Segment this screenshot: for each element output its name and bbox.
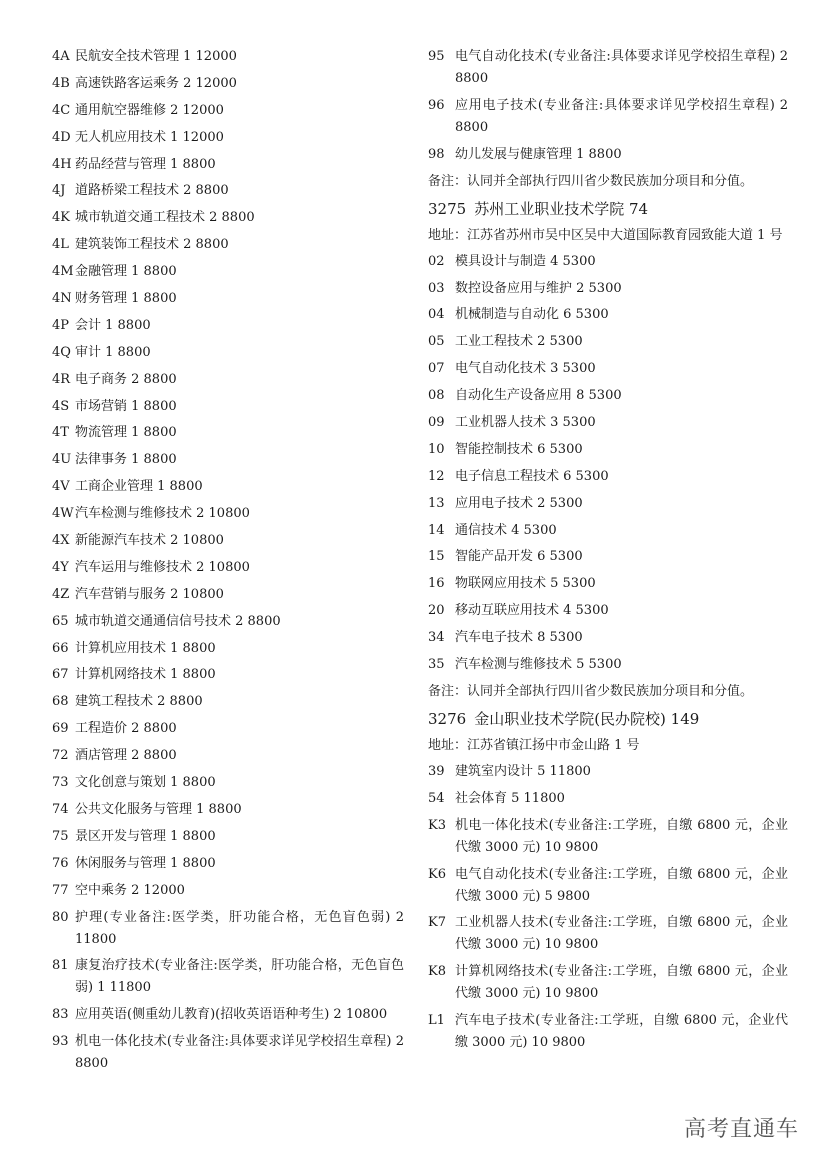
major-entry xyxy=(428,439,788,461)
major-entry xyxy=(52,261,404,283)
major-entry xyxy=(52,853,404,875)
major-code: 4J xyxy=(52,183,66,199)
major-code: 12 xyxy=(428,468,445,484)
major-code: 15 xyxy=(428,549,445,565)
major-entry xyxy=(52,718,404,740)
major-code: 35 xyxy=(428,657,445,673)
right-top-entries xyxy=(428,46,788,166)
major-code: 03 xyxy=(428,280,445,296)
watermark: 高考直通车 xyxy=(683,1117,799,1142)
major-code: 4R xyxy=(52,371,71,387)
major-code: 81 xyxy=(52,958,69,974)
major-code: 4U xyxy=(52,452,72,468)
major-text: 汽车检测与维修技术 2 10800 xyxy=(75,506,250,522)
major-text: 智能产品开发 6 5300 xyxy=(455,549,583,565)
major-code: 4H xyxy=(52,156,72,172)
major-code: 76 xyxy=(52,855,69,871)
major-text: 景区开发与管理 1 8800 xyxy=(75,828,216,844)
major-code: 72 xyxy=(52,748,69,764)
major-entry xyxy=(52,449,404,471)
major-entry xyxy=(428,1010,788,1054)
major-code: 54 xyxy=(428,790,445,806)
major-code: 07 xyxy=(428,361,445,377)
major-code: 4T xyxy=(52,425,69,441)
major-entry xyxy=(52,1004,404,1026)
major-code: K3 xyxy=(428,817,446,833)
major-text: 城市轨道交通工程技术 2 8800 xyxy=(75,210,255,226)
major-text: 工商企业管理 1 8800 xyxy=(75,479,203,495)
major-text: 应用电子技术 2 5300 xyxy=(455,495,583,511)
major-entry xyxy=(428,358,788,380)
major-text: 高速铁路客运乘务 2 12000 xyxy=(75,75,237,91)
major-text: 物流管理 1 8800 xyxy=(75,425,177,441)
major-text: 应用英语(侧重幼儿教育)(招收英语语种考生) 2 10800 xyxy=(75,1007,388,1023)
major-entry xyxy=(52,826,404,848)
major-text: 建筑工程技术 2 8800 xyxy=(75,694,203,710)
major-text: 电子信息工程技术 6 5300 xyxy=(455,468,609,484)
major-code: 10 xyxy=(428,441,445,457)
major-code: 4B xyxy=(52,75,70,91)
major-entry xyxy=(52,638,404,660)
major-text: 机械制造与自动化 6 5300 xyxy=(455,307,609,323)
school-note-1: 备注：认同并全部执行四川省少数民族加分项目和分值。 xyxy=(428,173,754,189)
major-code: 4Y xyxy=(52,559,69,575)
major-code: 95 xyxy=(428,49,445,64)
major-text: 工业工程技术 2 5300 xyxy=(455,334,583,350)
major-entry xyxy=(428,278,788,300)
major-entry xyxy=(52,422,404,444)
major-entry xyxy=(52,503,404,525)
major-text: 市场营销 1 8800 xyxy=(75,398,177,414)
major-entry xyxy=(52,315,404,337)
major-text: 金融管理 1 8800 xyxy=(75,264,177,280)
major-code: 4P xyxy=(52,317,70,333)
school-address-1: 地址：江苏省苏州市吴中区吴中大道国际教育园致能大道 1 号 xyxy=(428,227,783,243)
major-text: 文化创意与策划 1 8800 xyxy=(75,775,216,791)
major-entry xyxy=(428,385,788,407)
major-entry xyxy=(52,772,404,794)
major-entry xyxy=(428,600,788,622)
major-entry xyxy=(52,955,404,999)
right-column xyxy=(428,46,788,1059)
major-code: 65 xyxy=(52,613,69,629)
major-text: 模具设计与制造 4 5300 xyxy=(455,253,596,269)
major-text: 应用电子技术(专业备注:具体要求详见学校招生章程) 2 8800 xyxy=(455,97,788,135)
major-entry xyxy=(428,815,788,859)
major-entry xyxy=(52,100,404,122)
major-code: 4X xyxy=(52,533,70,549)
major-code: K7 xyxy=(428,915,446,931)
major-code: 66 xyxy=(52,640,69,656)
major-entry xyxy=(52,73,404,95)
major-text: 汽车运用与维修技术 2 10800 xyxy=(75,559,250,575)
major-entry xyxy=(428,864,788,908)
major-text: 物联网应用技术 5 5300 xyxy=(455,576,596,592)
major-entry xyxy=(52,691,404,713)
major-text: 药品经营与管理 1 8800 xyxy=(75,156,216,172)
major-code: 73 xyxy=(52,775,69,791)
major-code: 4M xyxy=(52,264,74,280)
major-entry xyxy=(52,664,404,686)
major-entry xyxy=(428,546,788,568)
major-code: 4W xyxy=(52,506,74,522)
major-entry xyxy=(52,530,404,552)
major-text: 康复治疗技术(专业备注:医学类，肝功能合格，无色盲色弱) 1 11800 xyxy=(75,958,404,996)
major-entry xyxy=(428,493,788,515)
major-entry xyxy=(52,127,404,149)
school-1-majors xyxy=(428,251,788,676)
major-text: 城市轨道交通通信信号技术 2 8800 xyxy=(75,613,281,629)
major-text: 建筑装饰工程技术 2 8800 xyxy=(75,237,229,253)
major-entry xyxy=(428,331,788,353)
major-code: 68 xyxy=(52,694,69,710)
major-text: 电气自动化技术(专业备注:工学班，自缴 6800 元，企业代缴 3000 元) 5 9800 xyxy=(455,866,788,904)
major-entry xyxy=(428,961,788,1005)
major-entry xyxy=(52,907,404,951)
major-text: 休闲服务与管理 1 8800 xyxy=(75,855,216,871)
major-text: 汽车营销与服务 2 10800 xyxy=(75,586,224,602)
major-code: 20 xyxy=(428,603,445,619)
major-code: 77 xyxy=(52,882,69,898)
major-text: 道路桥梁工程技术 2 8800 xyxy=(75,183,229,199)
major-entry xyxy=(52,288,404,310)
major-code: 4K xyxy=(52,210,70,226)
major-code: 4C xyxy=(52,102,71,118)
major-text: 空中乘务 2 12000 xyxy=(75,882,185,898)
major-text: 自动化生产设备应用 8 5300 xyxy=(455,388,622,404)
major-text: 审计 1 8800 xyxy=(75,344,151,360)
major-code: 67 xyxy=(52,667,69,683)
major-text: 新能源汽车技术 2 10800 xyxy=(75,533,224,549)
major-entry xyxy=(428,912,788,956)
major-entry xyxy=(52,584,404,606)
major-entry xyxy=(428,654,788,676)
major-code: 14 xyxy=(428,522,445,538)
major-text: 护理(专业备注:医学类，肝功能合格，无色盲色弱) 2 11800 xyxy=(75,909,404,947)
major-code: 96 xyxy=(428,97,445,113)
major-text: 电子商务 2 8800 xyxy=(75,371,177,387)
major-entry xyxy=(428,573,788,595)
school-address-2: 地址：江苏省镇江扬中市金山路 1 号 xyxy=(428,737,640,753)
major-entry xyxy=(52,745,404,767)
major-code: 16 xyxy=(428,576,445,592)
major-text: 汽车检测与维修技术 5 5300 xyxy=(455,657,622,673)
school-2-majors xyxy=(428,761,788,1054)
major-text: 机电一体化技术(专业备注:具体要求详见学校招生章程) 2 8800 xyxy=(75,1034,404,1072)
major-code: 04 xyxy=(428,307,445,323)
major-text: 幼儿发展与健康管理 1 8800 xyxy=(455,146,622,162)
major-entry xyxy=(52,207,404,229)
major-entry xyxy=(52,880,404,902)
major-text: 计算机网络技术 1 8800 xyxy=(75,667,216,683)
major-text: 法律事务 1 8800 xyxy=(75,452,177,468)
major-text: 工业机器人技术 3 5300 xyxy=(455,415,596,431)
major-entry xyxy=(52,342,404,364)
major-code: L1 xyxy=(428,1013,445,1029)
major-text: 民航安全技术管理 1 12000 xyxy=(75,49,237,64)
major-code: 4Q xyxy=(52,344,71,360)
major-code: 75 xyxy=(52,828,69,844)
major-text: 汽车电子技术 8 5300 xyxy=(455,630,583,646)
major-entry xyxy=(428,46,788,90)
major-text: 智能控制技术 6 5300 xyxy=(455,441,583,457)
major-text: 建筑室内设计 5 11800 xyxy=(455,763,591,779)
major-text: 工程造价 2 8800 xyxy=(75,721,177,737)
school-code: 3275 xyxy=(428,199,467,218)
major-text: 计算机应用技术 1 8800 xyxy=(75,640,216,656)
major-text: 电气自动化技术 3 5300 xyxy=(455,361,596,377)
major-code: 4N xyxy=(52,291,72,307)
major-code: 74 xyxy=(52,801,69,817)
major-text: 酒店管理 2 8800 xyxy=(75,748,177,764)
major-code: 4A xyxy=(52,49,70,64)
major-entry xyxy=(52,234,404,256)
major-text: 电气自动化技术(专业备注:具体要求详见学校招生章程) 2 8800 xyxy=(455,49,788,86)
major-text: 通信技术 4 5300 xyxy=(455,522,557,538)
major-entry xyxy=(428,95,788,139)
major-code: 69 xyxy=(52,721,69,737)
school-name: 苏州工业职业技术学院 74 xyxy=(474,199,649,218)
major-text: 财务管理 1 8800 xyxy=(75,291,177,307)
major-entry xyxy=(52,557,404,579)
major-entry xyxy=(52,799,404,821)
school-note-2: 备注：认同并全部执行四川省少数民族加分项目和分值。 xyxy=(428,683,754,699)
major-code: 02 xyxy=(428,253,445,269)
major-text: 无人机应用技术 1 12000 xyxy=(75,129,224,145)
school-heading-1 xyxy=(428,198,788,220)
major-text: 通用航空器维修 2 12000 xyxy=(75,102,224,118)
major-code: 13 xyxy=(428,495,445,511)
major-entry xyxy=(428,520,788,542)
major-entry xyxy=(428,251,788,273)
major-code: 05 xyxy=(428,334,445,350)
major-code: 4L xyxy=(52,237,69,253)
major-entry xyxy=(52,396,404,418)
major-code: 80 xyxy=(52,909,69,925)
major-text: 汽车电子技术(专业备注:工学班，自缴 6800 元，企业代缴 3000 元) 10 9800 xyxy=(455,1013,788,1051)
major-entry xyxy=(52,1031,404,1075)
major-entry xyxy=(428,412,788,434)
major-entry xyxy=(428,466,788,488)
major-code: 09 xyxy=(428,415,445,431)
left-column xyxy=(52,46,404,1080)
major-code: 4Z xyxy=(52,586,70,602)
school-name: 金山职业技术学院(民办院校) 149 xyxy=(474,709,700,728)
major-text: 数控设备应用与维护 2 5300 xyxy=(455,280,622,296)
major-text: 公共文化服务与管理 1 8800 xyxy=(75,801,242,817)
major-entry xyxy=(52,180,404,202)
major-code: K8 xyxy=(428,964,446,980)
major-text: 计算机网络技术(专业备注:工学班，自缴 6800 元，企业代缴 3000 元) 10 9800 xyxy=(455,964,788,1002)
major-entry xyxy=(52,476,404,498)
major-code: 34 xyxy=(428,630,445,646)
major-code: 4S xyxy=(52,398,70,414)
major-code: 98 xyxy=(428,146,445,162)
major-code: 83 xyxy=(52,1007,69,1023)
major-code: K6 xyxy=(428,866,446,882)
major-code: 4D xyxy=(52,129,71,145)
major-text: 社会体育 5 11800 xyxy=(455,790,565,806)
major-text: 机电一体化技术(专业备注:工学班，自缴 6800 元，企业代缴 3000 元) 10 9800 xyxy=(455,817,788,855)
major-entry xyxy=(52,369,404,391)
major-entry xyxy=(52,611,404,633)
major-text: 移动互联应用技术 4 5300 xyxy=(455,603,609,619)
major-entry xyxy=(428,304,788,326)
major-entry xyxy=(52,154,404,176)
major-entry xyxy=(428,144,788,166)
major-code: 08 xyxy=(428,388,445,404)
major-entry xyxy=(428,761,788,783)
school-code: 3276 xyxy=(428,709,467,728)
major-entry xyxy=(428,788,788,810)
major-entry xyxy=(428,627,788,649)
major-code: 39 xyxy=(428,763,445,779)
major-code: 4V xyxy=(52,479,70,495)
major-text: 会计 1 8800 xyxy=(75,317,151,333)
school-heading-2 xyxy=(428,708,788,730)
major-code: 93 xyxy=(52,1034,69,1050)
major-entry xyxy=(52,46,404,68)
major-text: 工业机器人技术(专业备注:工学班，自缴 6800 元，企业代缴 3000 元) 10 9800 xyxy=(455,915,788,953)
